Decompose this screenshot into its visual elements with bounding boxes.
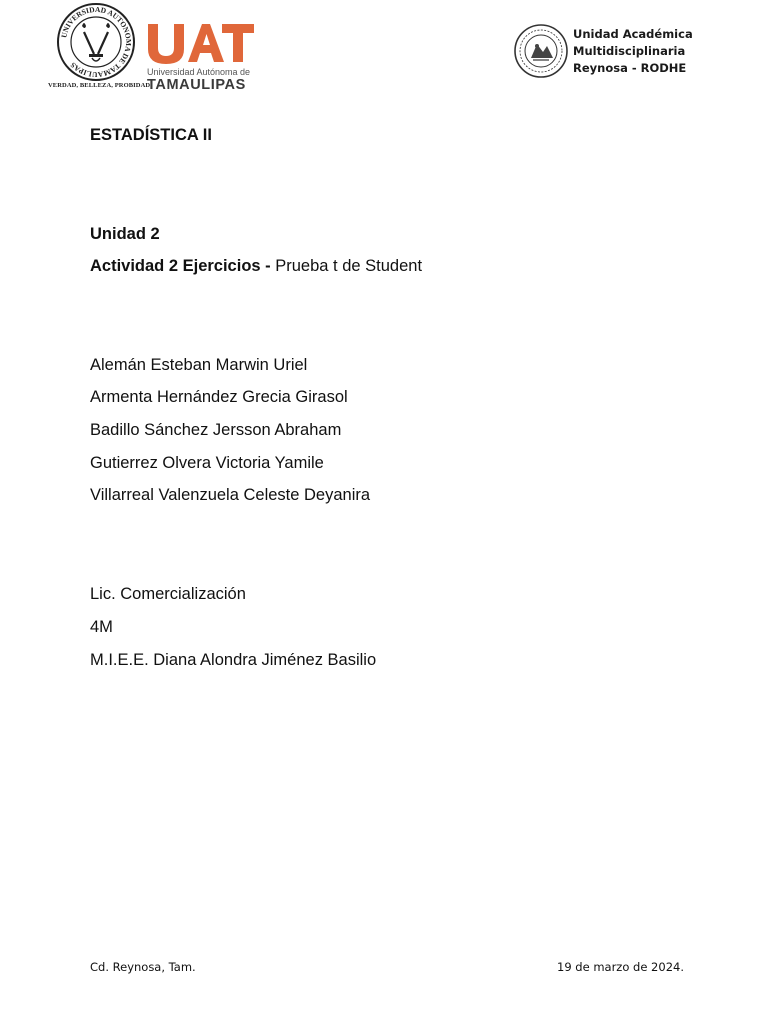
document-header xyxy=(0,0,768,100)
unit-seal-icon xyxy=(513,22,569,80)
uat-name: TAMAULIPAS xyxy=(147,77,246,93)
student-name: Alemán Esteban Marwin Uriel xyxy=(90,356,308,374)
unit-name-line3: Reynosa - RODHE xyxy=(573,61,687,75)
activity-subtitle: Prueba t de Student xyxy=(275,257,423,275)
student-name: Armenta Hernández Grecia Girasol xyxy=(90,388,348,406)
unit-name xyxy=(573,26,693,77)
seal-motto: VERDAD, BELLEZA, PROBIDAD xyxy=(48,82,151,89)
activity-title: Actividad 2 Ejercicios xyxy=(90,257,261,275)
seal-ring-text: UNIVERSIDAD AUTONOMA DE TAMAULIPAS xyxy=(59,4,134,80)
unit-name-line1: Unidad Académica xyxy=(573,27,693,41)
program-name: Lic. Comercialización xyxy=(90,585,246,603)
uat-letters-icon xyxy=(146,20,256,66)
course-title: ESTADÍSTICA II xyxy=(90,126,212,144)
footer-date: 19 de marzo de 2024. xyxy=(557,960,684,974)
uat-subtitle: Universidad Autónoma de xyxy=(147,67,251,77)
uat-seal-logo xyxy=(48,2,151,92)
uat-brand-logo xyxy=(146,20,258,92)
svg-text:UNIVERSIDAD AUTONOMA DE TAMAUL xyxy=(59,5,133,79)
unit-logo xyxy=(513,22,713,82)
unit-name-line2: Multidisciplinaria xyxy=(573,44,686,58)
footer-place: Cd. Reynosa, Tam. xyxy=(90,960,196,974)
teacher-name: M.I.E.E. Diana Alondra Jiménez Basilio xyxy=(90,651,377,669)
uat-seal-icon xyxy=(56,2,136,82)
unit-heading: Unidad 2 xyxy=(90,225,160,243)
student-name: Villarreal Valenzuela Celeste Deyanira xyxy=(90,486,371,504)
student-name: Gutierrez Olvera Victoria Yamile xyxy=(90,454,324,472)
activity-line xyxy=(90,257,422,276)
activity-separator: - xyxy=(260,257,276,275)
group-code: 4M xyxy=(90,618,113,636)
student-name: Badillo Sánchez Jersson Abraham xyxy=(90,421,342,439)
